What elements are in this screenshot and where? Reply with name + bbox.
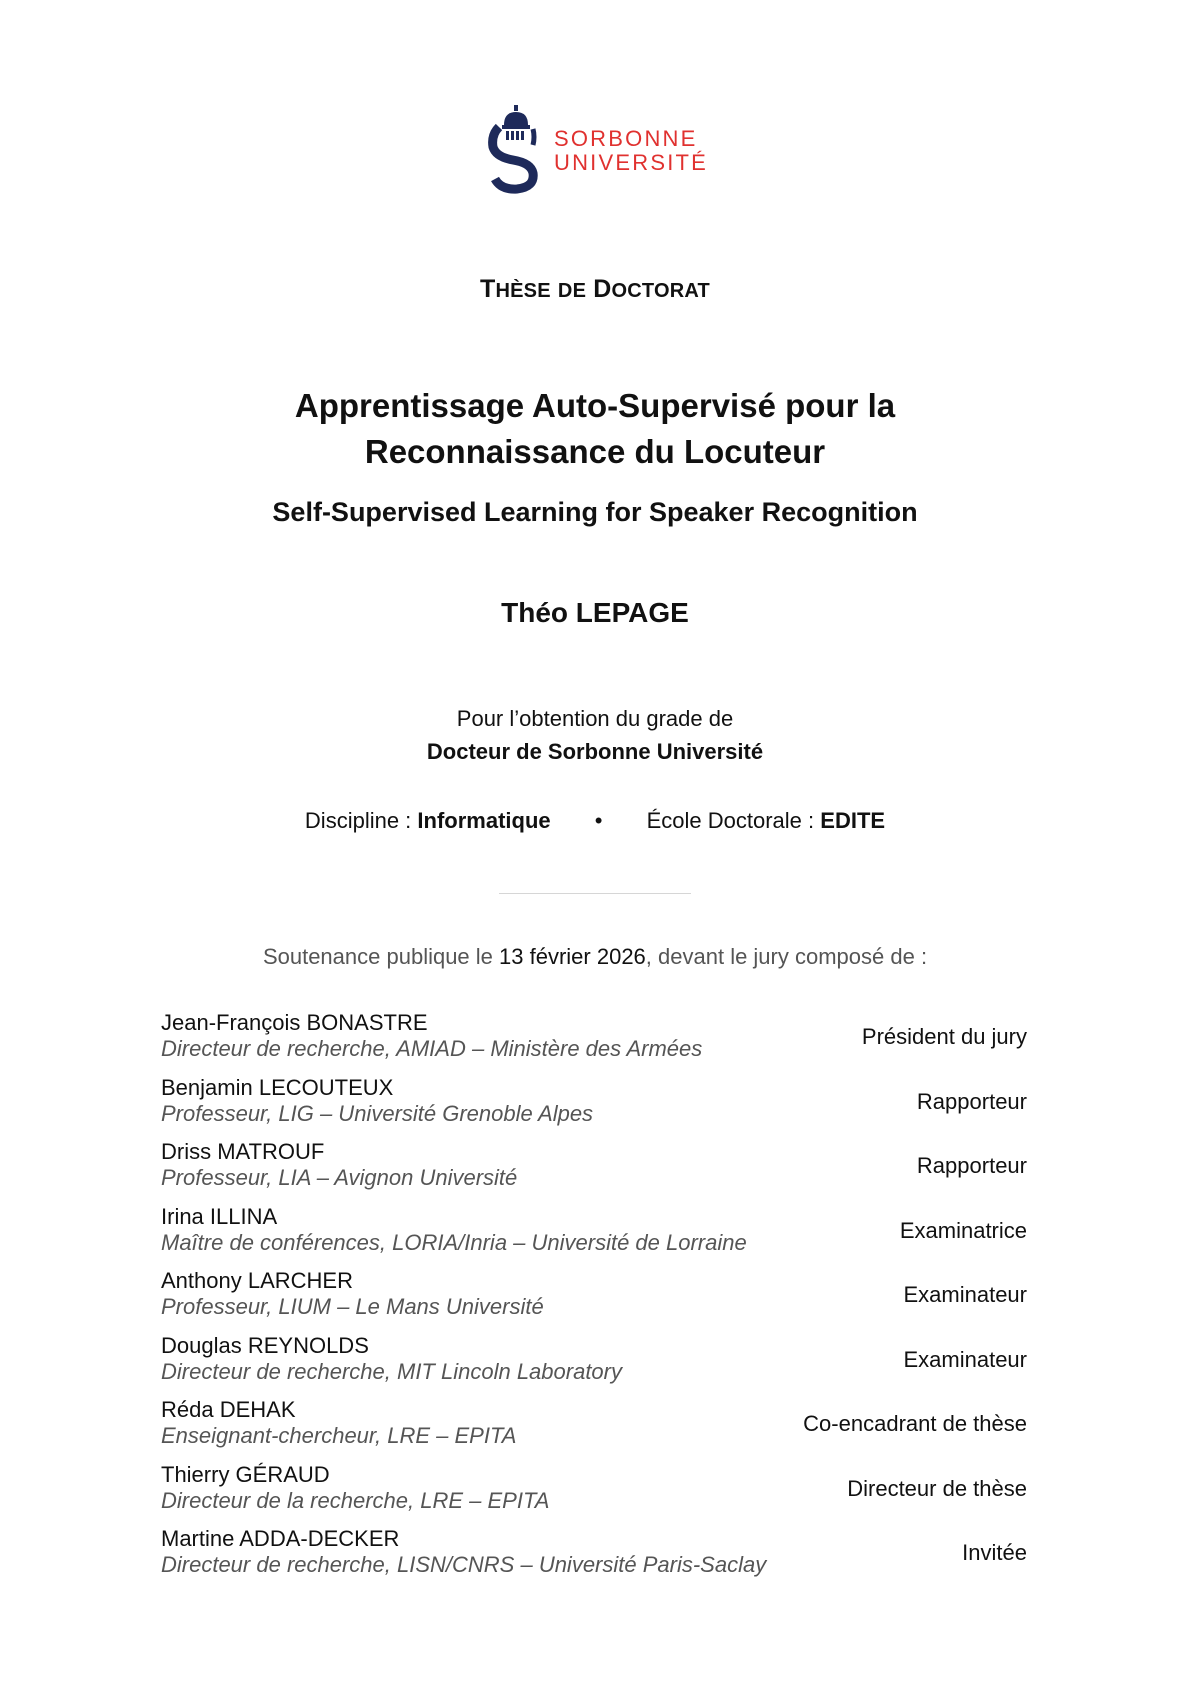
- defense-line: [0, 944, 1190, 970]
- jury-member: [161, 1075, 1027, 1140]
- jury-role: Examinateur: [903, 1346, 1027, 1372]
- sorbonne-dome-s-icon: [487, 105, 545, 195]
- jury-role: Examinateur: [903, 1282, 1027, 1307]
- jury-role: Co-encadrant de thèse: [803, 1411, 1027, 1436]
- jury-member: [161, 1204, 1027, 1269]
- jury-member: [161, 1010, 1027, 1075]
- jury-affiliation: Professeur, LIA – Avignon Université: [161, 1165, 518, 1190]
- jury-name: Irina ILLINA: [161, 1203, 278, 1229]
- jury-role: Président du jury: [861, 1024, 1027, 1049]
- jury-name: Benjamin LECOUTEUX: [161, 1074, 394, 1100]
- degree-intro: Pour l’obtention du grade de: [456, 706, 734, 731]
- school-value: EDITE: [820, 808, 886, 833]
- logo-line-2: UNIVERSITÉ: [554, 150, 709, 175]
- section-divider: [499, 893, 691, 894]
- jury-affiliation: Professeur, LIG – Université Grenoble Alpes: [161, 1100, 594, 1126]
- jury-affiliation: Directeur de recherche, MIT Lincoln Laboratory: [161, 1358, 622, 1384]
- logo-wordmark: [554, 127, 708, 175]
- jury-name: Driss MATROUF: [161, 1139, 325, 1164]
- thesis-word3-rest: OCTORAT: [611, 280, 710, 302]
- jury-name: Jean-François BONASTRE: [161, 1010, 428, 1035]
- jury-affiliation: Directeur de la recherche, LRE – EPITA: [161, 1487, 550, 1513]
- discipline-line: [0, 808, 1190, 834]
- jury-name: Anthony LARCHER: [161, 1268, 353, 1293]
- title-french: [0, 383, 1190, 475]
- thesis-word1-rest: HÈSE: [495, 280, 551, 302]
- jury-affiliation: Directeur de recherche, LISN/CNRS – Université Paris-Saclay: [161, 1552, 767, 1577]
- jury-role: Directeur de thèse: [847, 1475, 1027, 1501]
- title-french-line-1: Apprentissage Auto-Supervisé pour la: [294, 387, 896, 424]
- jury-member: [161, 1139, 1027, 1204]
- jury-member: [161, 1397, 1027, 1462]
- discipline-label: Discipline :: [304, 808, 412, 833]
- jury-name: Douglas REYNOLDS: [161, 1332, 369, 1358]
- school-label: École Doctorale :: [646, 808, 815, 833]
- thesis-word1-initial: T: [480, 275, 496, 303]
- jury-name: Thierry GÉRAUD: [161, 1461, 330, 1487]
- jury-member: [161, 1526, 1027, 1591]
- author-name: Théo LEPAGE: [501, 597, 689, 628]
- defense-prefix: Soutenance publique le: [262, 944, 493, 969]
- degree-block: [0, 702, 1190, 768]
- thesis-word2: DE: [557, 280, 587, 302]
- jury-role: Rapporteur: [916, 1088, 1027, 1114]
- degree-name: Docteur de Sorbonne Université: [426, 739, 764, 764]
- sorbonne-logo: [487, 105, 717, 195]
- jury-member: [161, 1333, 1027, 1398]
- title-french-line-2: Reconnaissance du Locuteur: [364, 433, 826, 470]
- discipline-separator: •: [594, 808, 603, 833]
- jury-name: Réda DEHAK: [161, 1397, 296, 1422]
- defense-date: 13 février 2026: [499, 944, 646, 969]
- jury-role: Rapporteur: [916, 1153, 1027, 1178]
- jury-affiliation: Directeur de recherche, AMIAD – Ministère des Armées: [161, 1036, 703, 1061]
- jury-member: [161, 1268, 1027, 1333]
- defense-suffix: , devant le jury composé de :: [645, 944, 928, 969]
- thesis-type-heading: [0, 275, 1190, 304]
- jury-role: Invitée: [962, 1540, 1027, 1565]
- thesis-word3-initial: D: [593, 275, 612, 303]
- jury-affiliation: Professeur, LIUM – Le Mans Université: [161, 1294, 544, 1319]
- discipline-value: Informatique: [417, 808, 551, 833]
- title-english: Self-Supervised Learning for Speaker Recognition: [272, 497, 918, 527]
- jury-role: Examinatrice: [899, 1217, 1027, 1243]
- jury-affiliation: Enseignant-chercheur, LRE – EPITA: [161, 1423, 517, 1448]
- jury-affiliation: Maître de conférences, LORIA/Inria – Université de Lorraine: [161, 1229, 747, 1255]
- logo-line-1: SORBONNE: [554, 126, 698, 151]
- jury-member: [161, 1462, 1027, 1527]
- jury-name: Martine ADDA-DECKER: [161, 1526, 400, 1551]
- jury-list: [161, 1010, 1027, 1591]
